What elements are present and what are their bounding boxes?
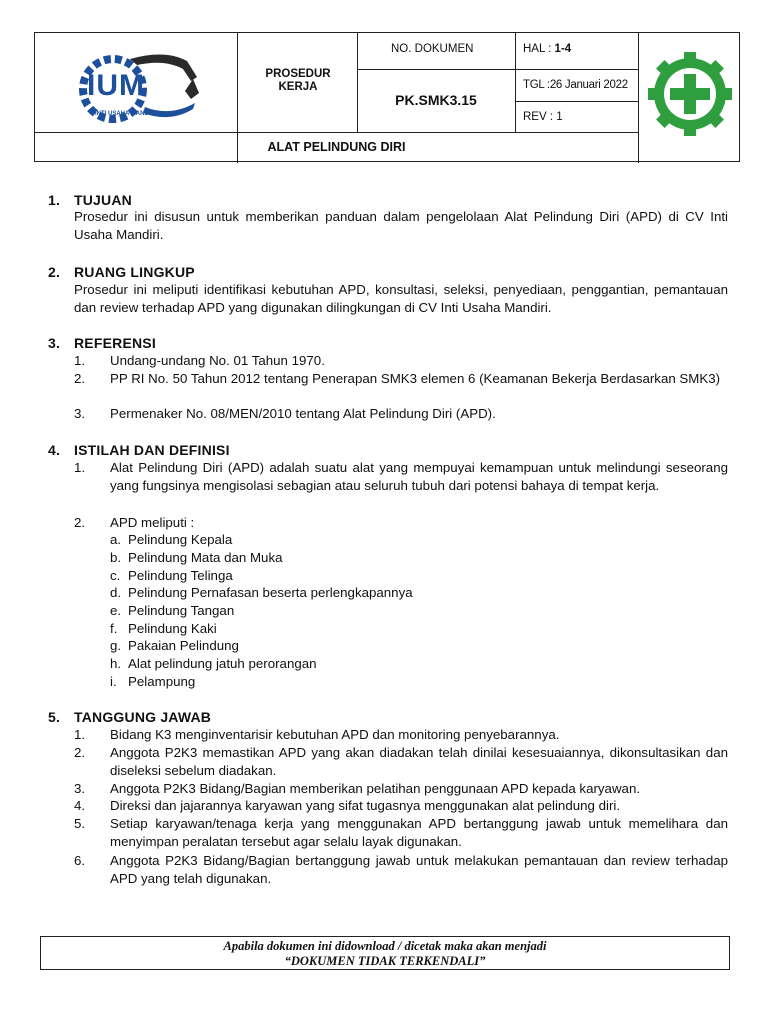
section-title: RUANG LINGKUP	[74, 264, 195, 280]
no-dokumen-label: NO. DOKUMEN	[391, 43, 474, 55]
section-number: 4.	[48, 442, 61, 458]
safety-cross-icon	[643, 47, 737, 141]
section-number: 2.	[48, 264, 61, 280]
logo-text: IUM	[87, 69, 145, 102]
tgl-field: TGL :26 Januari 2022	[523, 79, 628, 91]
uncontrolled-document-notice	[40, 936, 730, 970]
section-title: ISTILAH DAN DEFINISI	[74, 442, 230, 458]
doc-number: PK.SMK3.15	[395, 92, 477, 108]
section-number: 5.	[48, 709, 61, 725]
document-header-table	[34, 32, 740, 162]
section-1-text: Prosedur ini disusun untuk memberikan panduan dalam pengelolaan Alat Pelindung Diri (APD) di CV Inti Usaha Mandiri.	[74, 209, 728, 242]
company-logo	[75, 47, 205, 127]
footer-line-1: Apabila dokumen ini didownload / dicetak maka akan menjadi	[223, 939, 547, 953]
footer-line-2: “DOKUMEN TIDAK TERKENDALI”	[284, 954, 486, 968]
hal-field	[523, 42, 571, 56]
hal-label: HAL :	[523, 43, 552, 55]
section-number: 3.	[48, 335, 61, 351]
section-title: TUJUAN	[74, 192, 132, 208]
document-title: ALAT PELINDUNG DIRI	[267, 140, 406, 154]
section-title: REFERENSI	[74, 335, 156, 351]
section-title: TANGGUNG JAWAB	[74, 709, 212, 725]
hal-value: 1-4	[554, 43, 572, 55]
rev-field: REV : 1	[523, 111, 563, 123]
section-number: 1.	[48, 192, 61, 208]
logo-subtitle: INTI USAHA MANDIRI	[95, 111, 157, 117]
doc-type: PROSEDUR KERJA	[265, 68, 331, 93]
section-2-text: Prosedur ini meliputi identifikasi kebutuhan APD, konsultasi, seleksi, penyediaan, penggantian, pemantauan dan review terhadap APD yang digunakan dilingkungan di CV Inti Usaha Mandiri.	[74, 282, 728, 315]
